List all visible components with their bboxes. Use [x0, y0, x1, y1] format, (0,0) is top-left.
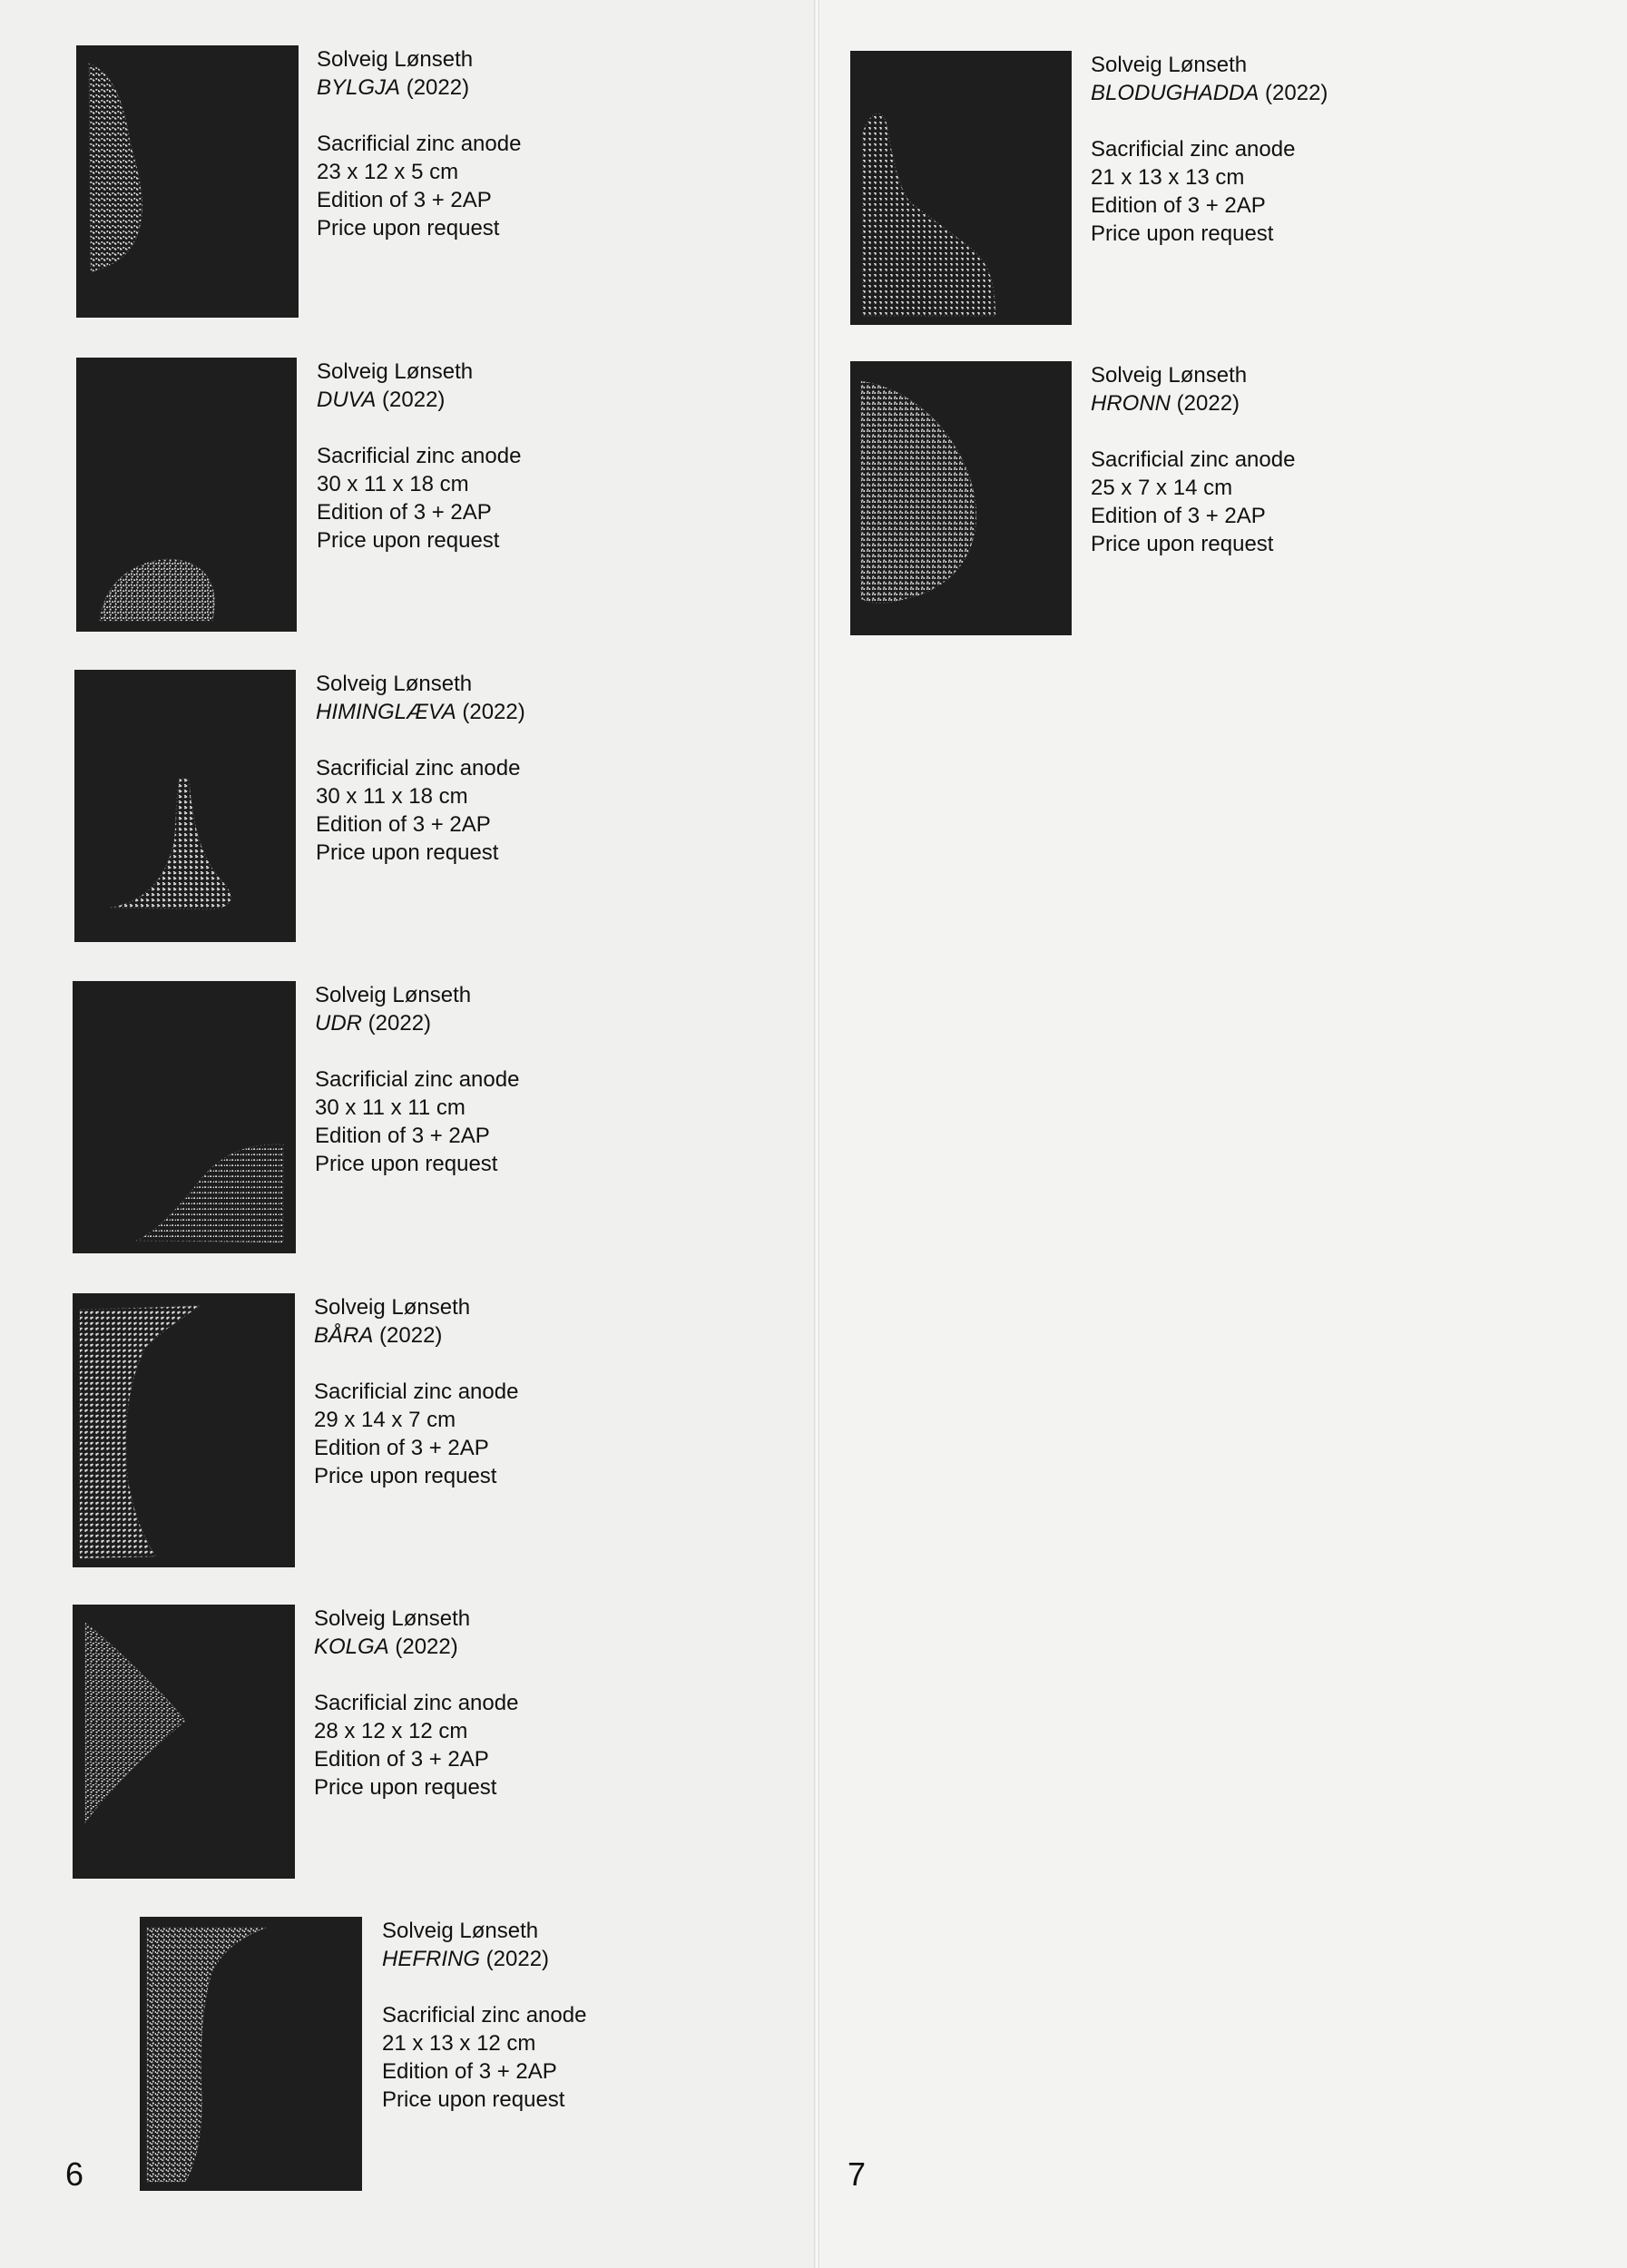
artwork-price: Price upon request	[315, 1152, 498, 1176]
artwork-year: (2022)	[400, 75, 470, 100]
artwork-image-himinglaeva	[74, 670, 296, 942]
artwork-caption	[316, 670, 615, 867]
artist-name: Solveig Lønseth	[315, 983, 472, 1007]
artist-name: Solveig Lønseth	[1091, 53, 1248, 77]
artwork-caption	[1091, 361, 1390, 558]
artwork-edition: Edition of 3 + 2AP	[315, 1124, 490, 1148]
artwork-dimensions: 25 x 7 x 14 cm	[1091, 476, 1233, 500]
artwork-title: BYLGJA	[317, 75, 401, 100]
artwork-title: HRONN	[1091, 391, 1171, 416]
artwork-title: KOLGA	[314, 1635, 389, 1659]
artwork-caption	[317, 358, 616, 555]
artwork-year: (2022)	[373, 1323, 443, 1348]
artwork-material: Sacrificial zinc anode	[1091, 137, 1296, 162]
artwork-dimensions: 28 x 12 x 12 cm	[314, 1719, 468, 1743]
artwork-caption	[314, 1293, 613, 1490]
artist-name: Solveig Lønseth	[317, 47, 474, 72]
artwork-dimensions: 29 x 14 x 7 cm	[314, 1408, 456, 1432]
artwork-price: Price upon request	[316, 840, 499, 865]
artwork-dimensions: 21 x 13 x 13 cm	[1091, 165, 1245, 190]
artwork-edition: Edition of 3 + 2AP	[1091, 193, 1266, 218]
artwork-material: Sacrificial zinc anode	[315, 1067, 520, 1092]
artwork-dimensions: 30 x 11 x 11 cm	[315, 1095, 466, 1120]
artwork-price: Price upon request	[1091, 221, 1274, 246]
artwork-dimensions: 30 x 11 x 18 cm	[317, 472, 469, 496]
artwork-year: (2022)	[362, 1011, 432, 1036]
artwork-edition: Edition of 3 + 2AP	[317, 500, 492, 525]
page-fold	[814, 0, 819, 2268]
artist-name: Solveig Lønseth	[382, 1919, 539, 1943]
artwork-material: Sacrificial zinc anode	[1091, 447, 1296, 472]
artwork-image-blodughadda	[850, 51, 1072, 325]
right-page	[817, 0, 1627, 2268]
artwork-price: Price upon request	[314, 1464, 497, 1488]
artwork-material: Sacrificial zinc anode	[314, 1691, 519, 1715]
artwork-image-bylgja	[76, 45, 299, 318]
artwork-image-udr	[73, 981, 296, 1253]
artwork-title: BLODUGHADDA	[1091, 81, 1259, 105]
artwork-price: Price upon request	[317, 528, 500, 553]
artwork-material: Sacrificial zinc anode	[382, 2003, 587, 2027]
artwork-caption	[314, 1605, 613, 1802]
artwork-image-hefring	[140, 1917, 362, 2191]
artwork-image-bara	[73, 1293, 295, 1567]
artwork-edition: Edition of 3 + 2AP	[314, 1747, 489, 1772]
artwork-image-hronn	[850, 361, 1072, 635]
artwork-year: (2022)	[480, 1947, 550, 1971]
artwork-price: Price upon request	[317, 216, 500, 241]
artwork-image-kolga	[73, 1605, 295, 1879]
page-number-left: 6	[65, 2155, 84, 2193]
artwork-dimensions: 30 x 11 x 18 cm	[316, 784, 468, 809]
artwork-price: Price upon request	[382, 2087, 565, 2112]
artwork-caption	[317, 45, 616, 242]
artwork-edition: Edition of 3 + 2AP	[314, 1436, 489, 1460]
artwork-dimensions: 23 x 12 x 5 cm	[317, 160, 459, 184]
artwork-material: Sacrificial zinc anode	[317, 444, 522, 468]
artist-name: Solveig Lønseth	[317, 359, 474, 384]
artwork-edition: Edition of 3 + 2AP	[382, 2059, 557, 2084]
artwork-material: Sacrificial zinc anode	[317, 132, 522, 156]
artist-name: Solveig Lønseth	[1091, 363, 1248, 388]
artwork-image-duva	[76, 358, 297, 632]
artwork-title: DUVA	[317, 388, 377, 412]
artwork-title: HEFRING	[382, 1947, 480, 1971]
artwork-year: (2022)	[1171, 391, 1240, 416]
artwork-price: Price upon request	[1091, 532, 1274, 556]
artwork-caption	[1091, 51, 1390, 248]
artwork-title: BÅRA	[314, 1323, 374, 1348]
artwork-caption	[382, 1917, 681, 2114]
artwork-year: (2022)	[1259, 81, 1328, 105]
artwork-edition: Edition of 3 + 2AP	[316, 812, 491, 837]
artwork-material: Sacrificial zinc anode	[314, 1379, 519, 1404]
page-number-right: 7	[848, 2155, 867, 2193]
artwork-dimensions: 21 x 13 x 12 cm	[382, 2031, 536, 2056]
artwork-year: (2022)	[376, 388, 446, 412]
artist-name: Solveig Lønseth	[314, 1606, 471, 1631]
artist-name: Solveig Lønseth	[316, 672, 473, 696]
artwork-material: Sacrificial zinc anode	[316, 756, 521, 781]
artwork-caption	[315, 981, 614, 1178]
artwork-title: HIMINGLÆVA	[316, 700, 456, 724]
artist-name: Solveig Lønseth	[314, 1295, 471, 1320]
artwork-edition: Edition of 3 + 2AP	[1091, 504, 1266, 528]
artwork-year: (2022)	[388, 1635, 458, 1659]
artwork-edition: Edition of 3 + 2AP	[317, 188, 492, 212]
artwork-price: Price upon request	[314, 1775, 497, 1800]
artwork-year: (2022)	[456, 700, 525, 724]
artwork-title: UDR	[315, 1011, 362, 1036]
